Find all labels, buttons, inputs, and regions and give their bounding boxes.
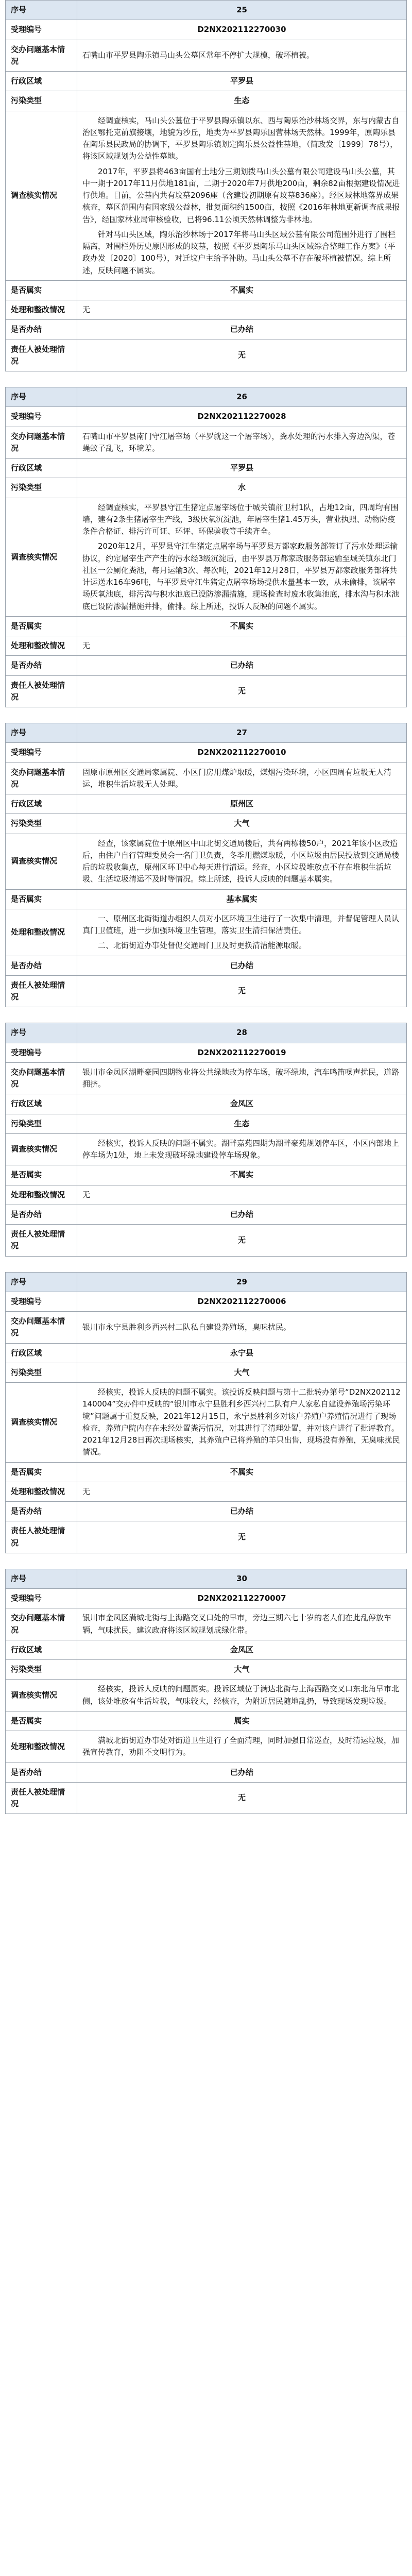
field-value-district: 永宁县 (77, 1343, 407, 1363)
case-row-code (6, 743, 407, 762)
field-value-handling: 无 (77, 636, 407, 656)
field-value-investigation (77, 1133, 407, 1165)
case-row-handling (6, 1185, 407, 1205)
case-table (5, 1272, 407, 1553)
field-label-pollution: 污染类型 (6, 1114, 77, 1133)
case-row-handling (6, 1482, 407, 1501)
case-row-pollution (6, 478, 407, 498)
field-label-handling: 处理和整改情况 (6, 1731, 77, 1763)
field-value-resolved: 已办结 (77, 1502, 407, 1521)
field-label-district: 行政区域 (6, 459, 77, 478)
field-value-code: D2NX202112270010 (77, 743, 407, 762)
paragraph: 经核实，投诉人反映的问题不属实。该投诉反映问题与第十二批转办第号“D2NX202112140004”交办件中反映的“银川市永宁县胜利乡西兴村二队有户人家私自建设养殖场污染环境”问题属于重复反映，2021年12月15日，永宁县胜利乡对该户养殖户养殖情况进行了现场检查，养殖户院内存在未经处置粪污情况，对其进行了清理处置，并对该户进行了批评教育。2021年12月28日再次现场核实，其养殖户已将养殖的羊只出售，现场没有养殖，无臭味扰民情况。 (82, 1387, 401, 1457)
case-row-district (6, 794, 407, 814)
paragraph: 针对马山头区域，陶乐治沙林场于2017年将马山头区域公墓有限公司范围外进行了围栏隔离，对围栏外历史原因形成的坟墓，按照《平罗县陶乐马山头区域综合整理工作方案》（平政办发〔2020〕100号），对迁坟户主给予补助。马山头公墓不存在破坏植被情况。综上所述，反映问题不属实。 (82, 229, 396, 275)
case-row-code (6, 20, 407, 40)
field-label-issue: 交办问题基本情况 (6, 762, 77, 794)
field-label-investigation: 调查核实情况 (6, 834, 77, 889)
field-value-district: 金凤区 (77, 1640, 407, 1659)
field-label-resolved: 是否办结 (6, 656, 77, 675)
case-table (5, 723, 407, 1007)
field-value-index: 28 (77, 1023, 407, 1043)
field-value-issue: 银川市金凤区湖畔豪园四期物业将公共绿地改为停车场，破坏绿地，汽车鸣笛噪声扰民，道路拥挤。 (77, 1062, 407, 1094)
field-value-code: D2NX202112270006 (77, 1292, 407, 1311)
field-label-index: 序号 (6, 1569, 77, 1588)
field-value-investigation (77, 834, 407, 889)
case-row-accountability (6, 1782, 407, 1814)
field-label-index: 序号 (6, 1023, 77, 1043)
paragraph: 满城北街街道办事处对街道卫生进行了全面清理，同时加强日常巡查，及时清运垃圾，加强宣传教育，劝阻不文明行为。 (82, 1736, 400, 1757)
field-value-district: 平罗县 (77, 72, 407, 91)
field-value-issue: 石嘴山市平罗县陶乐镇马山头公墓区常年不停扩大规模，破坏植被。 (77, 40, 407, 72)
field-value-investigation (77, 111, 407, 280)
field-value-code: D2NX202112270019 (77, 1043, 407, 1062)
paragraph: 经调查核实，平罗县守江生猪定点屠宰场位于城关镇前卫村1队，占地12亩，四周均有围墙，建有2条生猪屠宰生产线，3级厌氧沉淀池，年屠宰生猪1.45万头，营业执照、动物防疫条件合格证、排污许可证、环评、环保验收等手续齐全。 (82, 502, 399, 536)
field-label-code: 受理编号 (6, 1589, 77, 1608)
field-value-handling (77, 1731, 407, 1763)
field-label-district: 行政区域 (6, 1343, 77, 1363)
case-row-index (6, 1569, 407, 1588)
case-row-issue (6, 40, 407, 72)
field-label-district: 行政区域 (6, 794, 77, 814)
field-value-confirmed: 基本属实 (77, 889, 407, 909)
field-label-handling: 处理和整改情况 (6, 636, 77, 656)
field-label-index: 序号 (6, 387, 77, 407)
field-label-issue: 交办问题基本情况 (6, 40, 77, 72)
case-separator (0, 371, 412, 387)
field-label-resolved: 是否办结 (6, 1762, 77, 1782)
field-label-issue: 交办问题基本情况 (6, 1312, 77, 1344)
field-value-confirmed: 不属实 (77, 1165, 407, 1185)
field-value-pollution: 大气 (77, 1660, 407, 1680)
field-value-index: 30 (77, 1569, 407, 1588)
paragraph: 经查，该家属院位于原州区中山北街交通局楼后，共有两栋楼50户，2021年该小区改造后，由住户自行管理委员会一名门卫负责，冬季用燃煤取暖，小区垃圾由居民投放到交通局楼后的垃圾收集点，原州区环卫中心每天进行清运。经查，小区垃圾堆放点不存在堆积生活垃圾、生活垃圾清运不及时等情况。综上所述，投诉人反映的问题基本属实。 (82, 838, 400, 884)
case-row-confirmed (6, 1165, 407, 1185)
field-value-confirmed: 不属实 (77, 280, 407, 300)
case-row-district (6, 1094, 407, 1114)
case-row-index (6, 1023, 407, 1043)
field-value-issue: 固原市原州区交通局家属院、小区门房用煤炉取暖，煤烟污染环境，小区四周有垃圾无人清运，堆积生活垃圾无人处理。 (77, 762, 407, 794)
case-row-pollution (6, 1114, 407, 1133)
field-value-code: D2NX202112270007 (77, 1589, 407, 1608)
field-value-investigation (77, 498, 407, 616)
case-row-confirmed (6, 616, 407, 636)
case-table (5, 1023, 407, 1256)
field-label-investigation: 调查核实情况 (6, 1680, 77, 1711)
field-label-confirmed: 是否属实 (6, 280, 77, 300)
case-row-pollution (6, 91, 407, 111)
case-row-pollution (6, 814, 407, 834)
paragraph: 二、北街街道办事处督促交通局门卫及时更换清洁能源取暖。 (98, 941, 307, 951)
field-value-code: D2NX202112270030 (77, 20, 407, 40)
paragraph: 2020年12月，平罗县守江生猪定点屠宰场与平罗县万都家政服务部签订了污水处理运输协议，约定屠宰生产产生的污水经3级沉淀后，由平罗县万都家政服务部运输至城关镇东北门社区一公厕化粪池，每月运输3次、每次吨，2021年12月28日，平罗县万都家政服务部将共计运送水16车96吨，与平罗县守江生猪定点屠宰场场提供水量基本一致，从未偷排，该屠宰场厌氧池底，排污沟与积水池底已设防渗漏措施，现场检查时废水收集池底，排水沟与积水池底已设防渗漏措施并排，偷排。综上所述，投诉人反映的问题不属实。 (82, 541, 400, 611)
case-row-resolved (6, 1762, 407, 1782)
case-table (5, 387, 407, 707)
field-value-handling: 无 (77, 1482, 407, 1501)
field-value-accountability: 无 (77, 1225, 407, 1257)
field-label-investigation: 调查核实情况 (6, 1133, 77, 1165)
field-value-pollution: 生态 (77, 91, 407, 111)
case-row-handling (6, 636, 407, 656)
case-row-resolved (6, 1502, 407, 1521)
case-separator (0, 707, 412, 723)
case-row-confirmed (6, 280, 407, 300)
field-value-accountability: 无 (77, 675, 407, 707)
case-row-index (6, 723, 407, 743)
field-value-district: 平罗县 (77, 459, 407, 478)
field-value-code: D2NX202112270028 (77, 407, 407, 427)
case-row-index (6, 387, 407, 407)
field-label-index: 序号 (6, 1272, 77, 1292)
field-value-resolved: 已办结 (77, 956, 407, 975)
field-label-confirmed: 是否属实 (6, 889, 77, 909)
field-label-district: 行政区域 (6, 72, 77, 91)
field-label-pollution: 污染类型 (6, 1363, 77, 1382)
paragraph: 经核实，投诉人反映的问题属实。投诉区域位于满达北街与上海西路交叉口东北角早市北侧，该处堆放有生活垃圾，气味较大，经核查，为附近居民随地乱扔，导致现场发现垃圾。 (82, 1684, 400, 1706)
field-value-handling: 无 (77, 1185, 407, 1205)
case-row-handling (6, 1731, 407, 1763)
field-label-district: 行政区域 (6, 1094, 77, 1114)
case-separator (0, 1257, 412, 1272)
field-value-accountability: 无 (77, 1521, 407, 1553)
field-label-handling: 处理和整改情况 (6, 1185, 77, 1205)
case-row-accountability (6, 975, 407, 1007)
field-label-confirmed: 是否属实 (6, 1165, 77, 1185)
field-label-code: 受理编号 (6, 1292, 77, 1311)
case-row-investigation (6, 111, 407, 280)
field-label-code: 受理编号 (6, 743, 77, 762)
case-row-resolved (6, 320, 407, 340)
field-value-handling (77, 909, 407, 956)
field-value-pollution: 生态 (77, 1114, 407, 1133)
field-value-investigation (77, 1383, 407, 1463)
case-row-accountability (6, 1521, 407, 1553)
field-label-code: 受理编号 (6, 1043, 77, 1062)
field-value-handling: 无 (77, 300, 407, 320)
field-label-code: 受理编号 (6, 407, 77, 427)
case-row-pollution (6, 1660, 407, 1680)
field-value-pollution: 大气 (77, 1363, 407, 1382)
field-label-resolved: 是否办结 (6, 320, 77, 340)
field-label-handling: 处理和整改情况 (6, 1482, 77, 1501)
field-label-accountability: 责任人被处理情况 (6, 340, 77, 371)
field-label-confirmed: 是否属实 (6, 1462, 77, 1482)
case-table (5, 0, 407, 371)
case-row-confirmed (6, 889, 407, 909)
field-label-issue: 交办问题基本情况 (6, 427, 77, 459)
case-separator (0, 1007, 412, 1023)
case-row-district (6, 459, 407, 478)
field-value-pollution: 水 (77, 478, 407, 498)
field-label-pollution: 污染类型 (6, 478, 77, 498)
case-row-issue (6, 762, 407, 794)
case-row-issue (6, 427, 407, 459)
case-row-issue (6, 1312, 407, 1344)
case-separator (0, 1553, 412, 1569)
case-row-code (6, 1043, 407, 1062)
field-value-accountability: 无 (77, 975, 407, 1007)
field-label-code: 受理编号 (6, 20, 77, 40)
field-label-investigation: 调查核实情况 (6, 498, 77, 616)
case-table (5, 1569, 407, 1815)
case-row-issue (6, 1608, 407, 1640)
field-value-resolved: 已办结 (77, 656, 407, 675)
field-label-index: 序号 (6, 1, 77, 20)
case-row-investigation (6, 1680, 407, 1711)
field-value-district: 金凤区 (77, 1094, 407, 1114)
paragraph: 2017年，平罗县将463亩国有土地分三期划拨马山头公墓有限公司建设马山头公墓，其中一期于2017年11月供地181亩，二期于2020年7月供地200亩，剩余82亩根据建设情况进行供地。目前，公墓内共有坟墓2096座（含建设初期原有坟墓836座）。经区域林地落界成果核查，墓区范围内有国家级公益林，批复面积约1500亩，按照《2016年林地更新调查成果报告》，经国家林业局审核验收，已将96.11公顷天然林调整为非林地。 (82, 166, 400, 224)
field-label-handling: 处理和整改情况 (6, 300, 77, 320)
field-label-handling: 处理和整改情况 (6, 909, 77, 956)
field-label-resolved: 是否办结 (6, 1502, 77, 1521)
case-row-pollution (6, 1363, 407, 1382)
case-row-district (6, 1343, 407, 1363)
field-value-confirmed: 属实 (77, 1711, 407, 1731)
field-value-district: 原州区 (77, 794, 407, 814)
field-label-accountability: 责任人被处理情况 (6, 1782, 77, 1814)
case-row-accountability (6, 675, 407, 707)
field-value-pollution: 大气 (77, 814, 407, 834)
case-row-handling (6, 300, 407, 320)
case-row-code (6, 1589, 407, 1608)
field-label-issue: 交办问题基本情况 (6, 1608, 77, 1640)
case-row-issue (6, 1062, 407, 1094)
case-row-investigation (6, 1383, 407, 1463)
field-label-accountability: 责任人被处理情况 (6, 1225, 77, 1257)
case-row-resolved (6, 1205, 407, 1224)
field-label-pollution: 污染类型 (6, 814, 77, 834)
field-label-resolved: 是否办结 (6, 956, 77, 975)
field-label-accountability: 责任人被处理情况 (6, 975, 77, 1007)
field-value-confirmed: 不属实 (77, 616, 407, 636)
field-label-confirmed: 是否属实 (6, 616, 77, 636)
field-value-accountability: 无 (77, 340, 407, 371)
case-row-index (6, 1, 407, 20)
case-row-handling (6, 909, 407, 956)
case-row-confirmed (6, 1462, 407, 1482)
field-value-resolved: 已办结 (77, 1762, 407, 1782)
case-row-resolved (6, 656, 407, 675)
case-row-district (6, 1640, 407, 1659)
field-label-index: 序号 (6, 723, 77, 743)
field-value-resolved: 已办结 (77, 1205, 407, 1224)
field-value-accountability: 无 (77, 1782, 407, 1814)
field-label-confirmed: 是否属实 (6, 1711, 77, 1731)
case-row-investigation (6, 498, 407, 616)
case-row-index (6, 1272, 407, 1292)
field-value-investigation (77, 1680, 407, 1711)
field-label-investigation: 调查核实情况 (6, 111, 77, 280)
paragraph: 经核实，投诉人反映的问题不属实。湖畔嘉苑四期为湖畔豪苑规划停车区，小区内部地上停车场为1处，地上未发现破坏绿地建设停车场现象。 (82, 1138, 400, 1160)
field-label-resolved: 是否办结 (6, 1205, 77, 1224)
field-label-district: 行政区域 (6, 1640, 77, 1659)
field-label-pollution: 污染类型 (6, 91, 77, 111)
field-label-issue: 交办问题基本情况 (6, 1062, 77, 1094)
paragraph: 经调查核实，马山头公墓位于平罗县陶乐镇以东、西与陶乐治沙林场交界，东与内蒙古自治区鄂托克前旗接壤，地貌为沙丘，地类为平罗县陶乐国营林场天然林。1999年，原陶乐县在陶乐县民政局的协调下，平罗县陶乐镇划定陶乐县公益性墓地，（简政发〔1999〕78号），将该区域规划为公益性墓地。 (82, 115, 400, 161)
field-value-index: 29 (77, 1272, 407, 1292)
paragraph: 一、原州区北街街道办组织人员对小区环境卫生进行了一次集中清理，并督促管理人员认真门卫值班，进一步加强环境卫生管理，落实卫生清扫保洁责任。 (82, 913, 400, 935)
case-row-code (6, 1292, 407, 1311)
case-row-accountability (6, 1225, 407, 1257)
field-label-accountability: 责任人被处理情况 (6, 675, 77, 707)
field-label-investigation: 调查核实情况 (6, 1383, 77, 1463)
case-row-confirmed (6, 1711, 407, 1731)
field-value-index: 27 (77, 723, 407, 743)
case-row-investigation (6, 834, 407, 889)
case-row-resolved (6, 956, 407, 975)
case-row-investigation (6, 1133, 407, 1165)
field-value-index: 25 (77, 1, 407, 20)
field-value-resolved: 已办结 (77, 320, 407, 340)
field-label-pollution: 污染类型 (6, 1660, 77, 1680)
field-value-issue: 石嘴山市平罗县南门守江屠宰场（平罗就这一个屠宰场），粪水处理的污水排入旁边沟渠，苍蝇蚊子乱飞，环境差。 (77, 427, 407, 459)
case-row-district (6, 72, 407, 91)
field-value-issue: 银川市永宁县胜利乡西兴村二队私自建设养殖场，臭味扰民。 (77, 1312, 407, 1344)
field-label-accountability: 责任人被处理情况 (6, 1521, 77, 1553)
field-value-issue: 银川市金凤区满城北街与上海路交叉口处的早市，旁边三期六七十岁的老人们在此乱停放车辆，气味扰民，建议政府将该区域规划成绿化带。 (77, 1608, 407, 1640)
case-row-code (6, 407, 407, 427)
case-row-accountability (6, 340, 407, 371)
field-value-confirmed: 不属实 (77, 1462, 407, 1482)
field-value-index: 26 (77, 387, 407, 407)
